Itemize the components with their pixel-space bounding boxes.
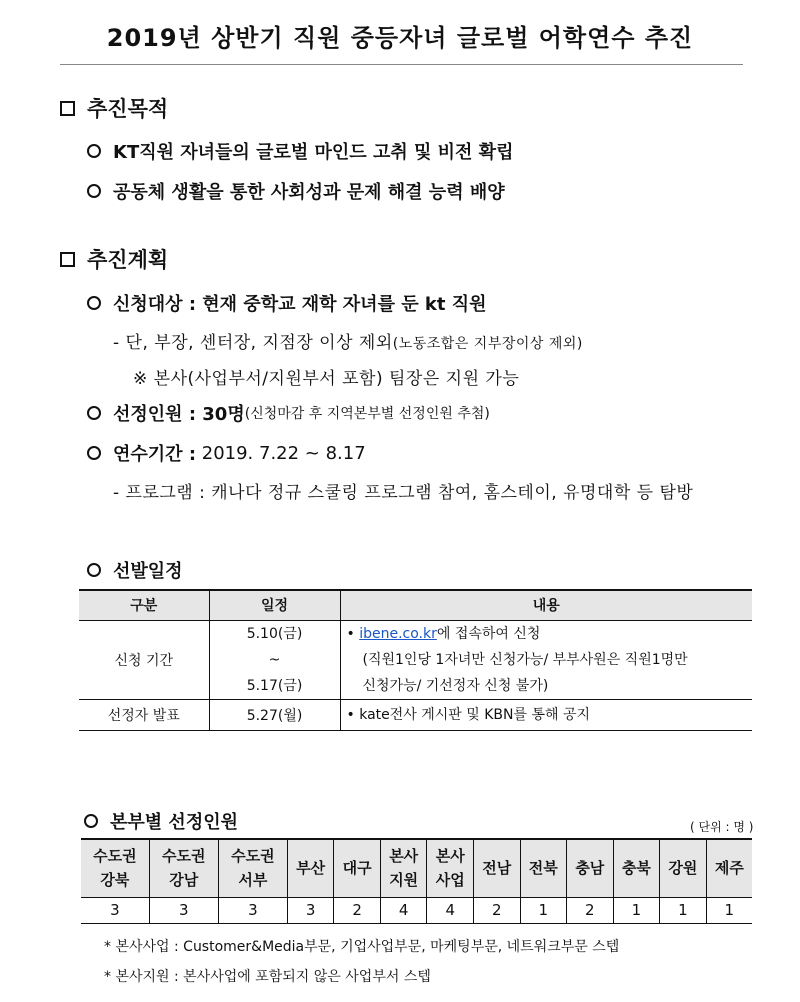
region-value-cell: 4: [427, 897, 474, 923]
date-cell: 5.27(월): [209, 699, 340, 730]
purpose-item-1: KT직원 자녀들의 글로벌 마인드 고취 및 비전 확립: [87, 138, 513, 164]
table-row: [81, 897, 752, 923]
region-value-cell: 1: [660, 897, 707, 923]
circle-bullet-icon: [87, 406, 101, 420]
circle-bullet-icon: [87, 184, 101, 198]
region-header-cell: 대구: [334, 839, 381, 897]
region-value-cell: 2: [567, 897, 614, 923]
region-header-cell: 제주: [706, 839, 752, 897]
date-cell: 5.10(금) ~ 5.17(금): [209, 620, 340, 699]
region-header-cell: 충북: [613, 839, 660, 897]
schedule-table: [79, 589, 752, 731]
region-header-cell: 강원: [660, 839, 707, 897]
ibene-link[interactable]: ibene.co.kr: [359, 625, 437, 642]
region-header-cell: 수도권 강남: [149, 839, 218, 897]
footnote-hq-support: * 본사지원 : 본사사업에 포함되지 않은 사업부서 스텝: [104, 969, 431, 985]
table-row: [79, 699, 752, 730]
content-cell: • kate전사 게시판 및 KBN를 통해 공지: [340, 699, 752, 730]
region-header-cell: 본사 지원: [380, 839, 427, 897]
region-value-cell: 2: [334, 897, 381, 923]
section-purpose-heading: 추진목적: [60, 93, 168, 123]
category-cell: 신청 기간: [79, 620, 209, 699]
circle-bullet-icon: [84, 814, 98, 828]
category-cell: 선정자 발표: [79, 699, 209, 730]
plan-target-exclusion: - 단, 부장, 센터장, 지점장 이상 제외(노동조합은 지부장이상 제외): [113, 333, 583, 353]
circle-bullet-icon: [87, 446, 101, 460]
region-value-cell: 1: [613, 897, 660, 923]
title-divider: [60, 64, 743, 65]
circle-bullet-icon: [87, 144, 101, 158]
plan-program: - 프로그램 : 캐나다 정규 스쿨링 프로그램 참여, 홈스테이, 유명대학 등 탐방: [113, 483, 694, 503]
region-header-cell: 수도권 강북: [81, 839, 149, 897]
regions-heading: 본부별 선정인원: [84, 808, 238, 834]
checkbox-square-icon: [60, 252, 75, 267]
unit-label: ( 단위 : 명 ): [690, 820, 754, 834]
table-header-row: [79, 590, 752, 620]
region-header-cell: 충남: [567, 839, 614, 897]
region-header-cell: 부산: [287, 839, 334, 897]
circle-bullet-icon: [87, 296, 101, 310]
column-header: 내용: [340, 590, 752, 620]
region-value-cell: 1: [520, 897, 567, 923]
region-value-cell: 4: [380, 897, 427, 923]
table-header-row: [81, 839, 752, 897]
content-cell: • ibene.co.kr에 접속하여 신청 (직원1인당 1자녀만 신청가능/ 부부사원은 직원1명만 신청가능/ 기선정자 신청 불가): [340, 620, 752, 699]
plan-target-note: ※ 본사(사업부서/지원부서 포함) 팀장은 지원 가능: [133, 369, 520, 389]
checkbox-square-icon: [60, 101, 75, 116]
section-plan-heading: 추진계획: [60, 244, 168, 274]
plan-period: 연수기간 : 2019. 7.22 ~ 8.17: [87, 440, 366, 466]
region-value-cell: 3: [81, 897, 149, 923]
table-row: [79, 620, 752, 699]
region-header-cell: 본사 사업: [427, 839, 474, 897]
region-value-cell: 3: [218, 897, 287, 923]
region-header-cell: 전북: [520, 839, 567, 897]
region-header-cell: 수도권 서부: [218, 839, 287, 897]
region-value-cell: 3: [287, 897, 334, 923]
purpose-item-2: 공동체 생활을 통한 사회성과 문제 해결 능력 배양: [87, 178, 505, 204]
region-value-cell: 2: [473, 897, 520, 923]
column-header: 구분: [79, 590, 209, 620]
plan-count: 선정인원 : 30명 (신청마감 후 지역본부별 선정인원 추첨): [87, 400, 490, 426]
plan-target: 신청대상 : 현재 중학교 재학 자녀를 둔 kt 직원: [87, 290, 487, 316]
column-header: 일정: [209, 590, 340, 620]
page-title: 2019년 상반기 직원 중등자녀 글로벌 어학연수 추진: [106, 24, 694, 52]
circle-bullet-icon: [87, 563, 101, 577]
schedule-heading: 선발일정: [87, 557, 183, 583]
footnote-hq-business: * 본사사업 : Customer&Media부문, 기업사업부문, 마케팅부문, 네트워크부문 스텝: [104, 939, 620, 955]
region-header-cell: 전남: [473, 839, 520, 897]
region-value-cell: 1: [706, 897, 752, 923]
regions-table: [81, 838, 752, 924]
region-value-cell: 3: [149, 897, 218, 923]
